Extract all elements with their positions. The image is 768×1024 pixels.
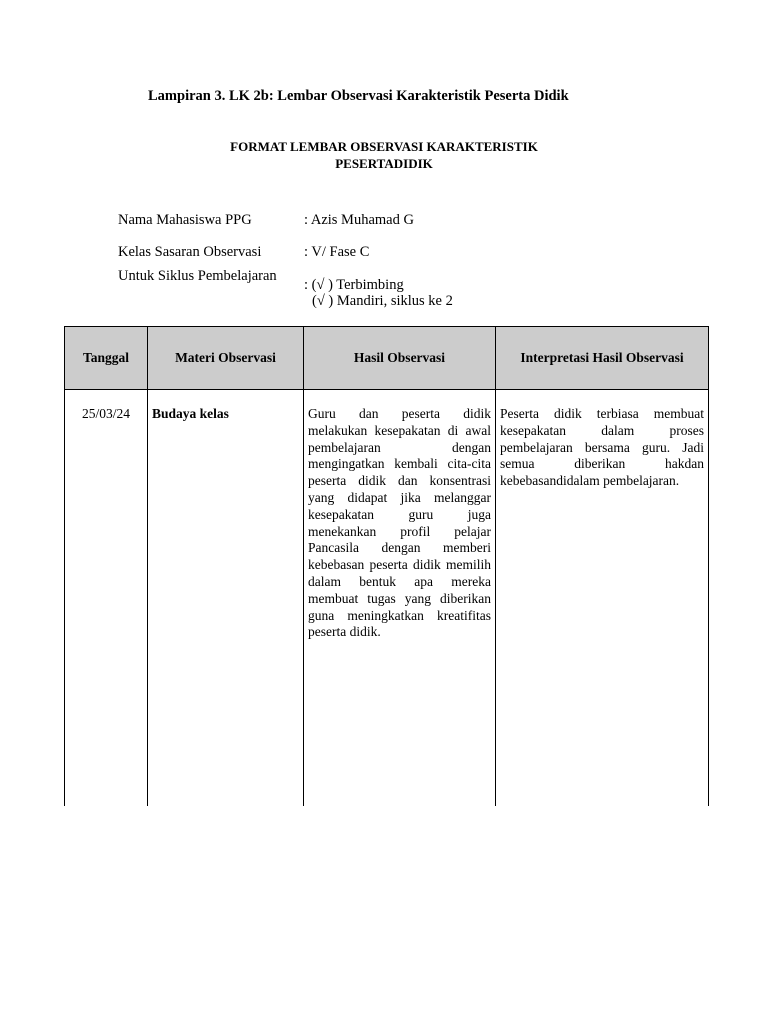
format-title-line1: FORMAT LEMBAR OBSERVASI KARAKTERISTIK — [230, 139, 538, 154]
format-title — [0, 138, 768, 172]
table-header-row — [65, 327, 709, 390]
observation-table — [64, 326, 709, 806]
header-interpretasi: Interpretasi Hasil Observasi — [496, 327, 709, 390]
siklus-value-line2: (√ ) Mandiri, siklus ke 2 — [312, 293, 453, 309]
siklus-value — [304, 277, 453, 309]
cell-tanggal: 25/03/24 — [65, 390, 148, 807]
header-hasil: Hasil Observasi — [304, 327, 496, 390]
cell-materi: Budaya kelas — [148, 390, 304, 807]
document-heading: Lampiran 3. LK 2b: Lembar Observasi Karakteristik Peserta Didik — [148, 88, 569, 104]
header-materi: Materi Observasi — [148, 327, 304, 390]
siklus-value-line1: : (√ ) Terbimbing — [304, 277, 404, 293]
nama-label: Nama Mahasiswa PPG — [118, 212, 252, 228]
siklus-label: Untuk Siklus Pembelajaran — [118, 268, 277, 284]
format-title-line2: PESERTADIDIK — [335, 156, 433, 171]
table-row — [65, 390, 709, 807]
header-tanggal: Tanggal — [65, 327, 148, 390]
kelas-label: Kelas Sasaran Observasi — [118, 244, 262, 260]
cell-interpretasi: Peserta didik terbiasa membuat kesepakatan dalam proses pembelajaran bersama guru. Jadi semua diberikan hakdan kebebasandidalam pembelajaran. — [496, 390, 709, 807]
nama-value: : Azis Muhamad G — [304, 212, 414, 228]
cell-hasil: Guru dan peserta didik melakukan kesepakatan di awal pembelajaran dengan mengingatkan kembali cita-cita peserta didik dan konsentrasi yang didapat jika melanggar kesepakatan guru juga menekankan profil pelajar Pancasila dengan memberi kebebasan peserta didik memilih dalam bentuk apa mereka membuat tugas yang diberikan guna meningkatkan kreatifitas peserta didik. — [304, 390, 496, 807]
kelas-value: : V/ Fase C — [304, 244, 370, 260]
